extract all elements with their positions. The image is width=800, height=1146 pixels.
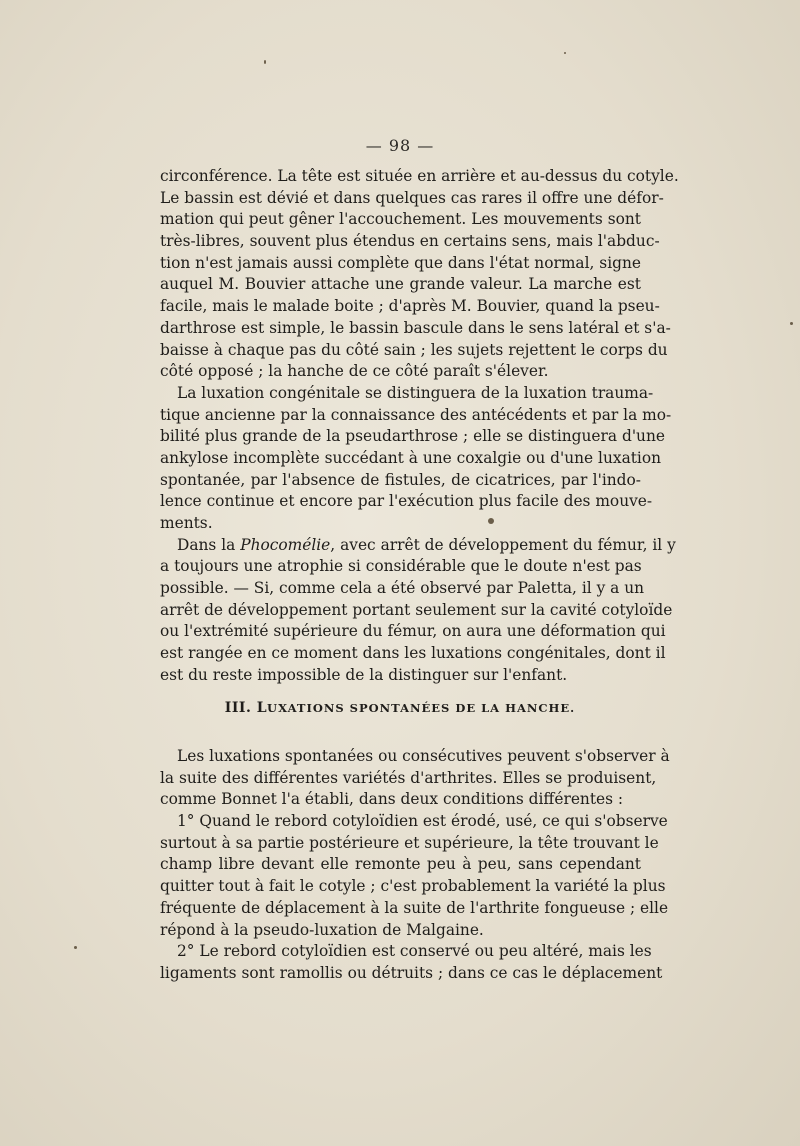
- text-line: ankylose incomplète succédant à une coxalgie ou d'une luxation: [160, 448, 662, 467]
- text-line: ments.: [160, 514, 213, 532]
- paper-speck: [790, 322, 793, 325]
- text-line: bilité plus grande de la pseudarthrose ; elle se distinguera d'une: [160, 427, 665, 446]
- text-line: est du reste impossible de la distinguer sur l'enfant.: [160, 665, 568, 684]
- text-line: comme Bonnet l'a établi, dans deux conditions différentes :: [160, 790, 624, 809]
- text-line: quitter tout à fait le cotyle ; c'est probablement la variété la plus: [160, 877, 666, 896]
- section-title-rest: UXATIONS SPONTANÉES DE LA HANCHE.: [267, 701, 576, 715]
- text-line: auquel M. Bouvier attache une grande valeur. La marche est: [160, 275, 641, 294]
- text-line: a toujours une atrophie si considérable que le doute n'est pas: [160, 557, 642, 576]
- paper-speck: [564, 52, 566, 54]
- text-line: darthrose est simple, le bassin bascule dans le sens latéral et s'a-: [160, 318, 671, 337]
- text-line: côté opposé ; la hanche de ce côté paraît s'élever.: [160, 362, 549, 381]
- text-line: surtout à sa partie postérieure et supérieure, la tête trouvant le: [160, 833, 659, 852]
- text-line: spontanée, par l'absence de fistules, de cicatrices, par l'indo-: [160, 470, 641, 489]
- text-line: facile, mais le malade boite ; d'après M. Bouvier, quand la pseu-: [160, 297, 660, 316]
- text-line: ou l'extrémité supérieure du fémur, on aura une déformation qui: [160, 622, 666, 641]
- text-line: est rangée en ce moment dans les luxations congénitales, dont il: [160, 644, 666, 663]
- text-line: répond à la pseudo-luxation de Malgaine.: [160, 920, 484, 939]
- text-line: La luxation congénitale se distinguera de la luxation trauma-: [177, 383, 654, 402]
- section-number: III.: [224, 700, 252, 716]
- text-line: la suite des différentes variétés d'arthrites. Elles se produisent,: [160, 768, 657, 787]
- text-line: 1° Quand le rebord cotyloïdien est érodé, usé, ce qui s'observe: [177, 812, 668, 831]
- section-title-initial: L: [256, 700, 268, 716]
- text-block-lower: [160, 746, 670, 985]
- text-line: Le bassin est dévié et dans quelques cas rares il offre une défor-: [160, 188, 664, 207]
- text-line: baisse à chaque pas du côté sain ; les sujets rejettent le corps du: [160, 340, 668, 359]
- text-line: lence continue et encore par l'exécution plus facile des mouve-: [160, 492, 653, 511]
- text-line: mation qui peut gêner l'accouchement. Les mouvements sont: [160, 210, 641, 229]
- text-line: Dans la Phocomélie, avec arrêt de développement du fémur, il y: [177, 535, 676, 554]
- text-line: possible. — Si, comme cela a été observé par Paletta, il y a un: [160, 579, 645, 598]
- emphasis: Phocomélie: [240, 535, 331, 554]
- paper-speck: [264, 60, 266, 64]
- paper-speck: [488, 518, 494, 524]
- text-line: 2° Le rebord cotyloïdien est conservé ou peu altéré, mais les: [177, 942, 652, 961]
- text-line: arrêt de développement portant seulement sur la cavité cotyloïde: [160, 600, 673, 619]
- text-line: tion n'est jamais aussi complète que dans l'état normal, signe: [160, 253, 641, 272]
- text-line: champ libre devant elle remonte peu à peu, sans cependant: [160, 855, 641, 874]
- text-line: ligaments sont ramollis ou détruits ; dans ce cas le déplacement: [160, 963, 663, 982]
- text-line: Les luxations spontanées ou consécutives peuvent s'observer à: [177, 747, 670, 765]
- text-block-upper: [160, 166, 679, 687]
- text-line: fréquente de déplacement à la suite de l'arthrite fongueuse ; elle: [160, 898, 669, 917]
- section-heading: [0, 700, 800, 716]
- paper-speck: [74, 946, 77, 949]
- text-line: très-libres, souvent plus étendus en certains sens, mais l'abduc-: [160, 232, 660, 251]
- text-line: tique ancienne par la connaissance des antécédents et par la mo-: [160, 405, 672, 424]
- page-number: — 98 —: [365, 136, 435, 155]
- text-line: circonférence. La tête est située en arrière et au-dessus du cotyle.: [160, 167, 679, 185]
